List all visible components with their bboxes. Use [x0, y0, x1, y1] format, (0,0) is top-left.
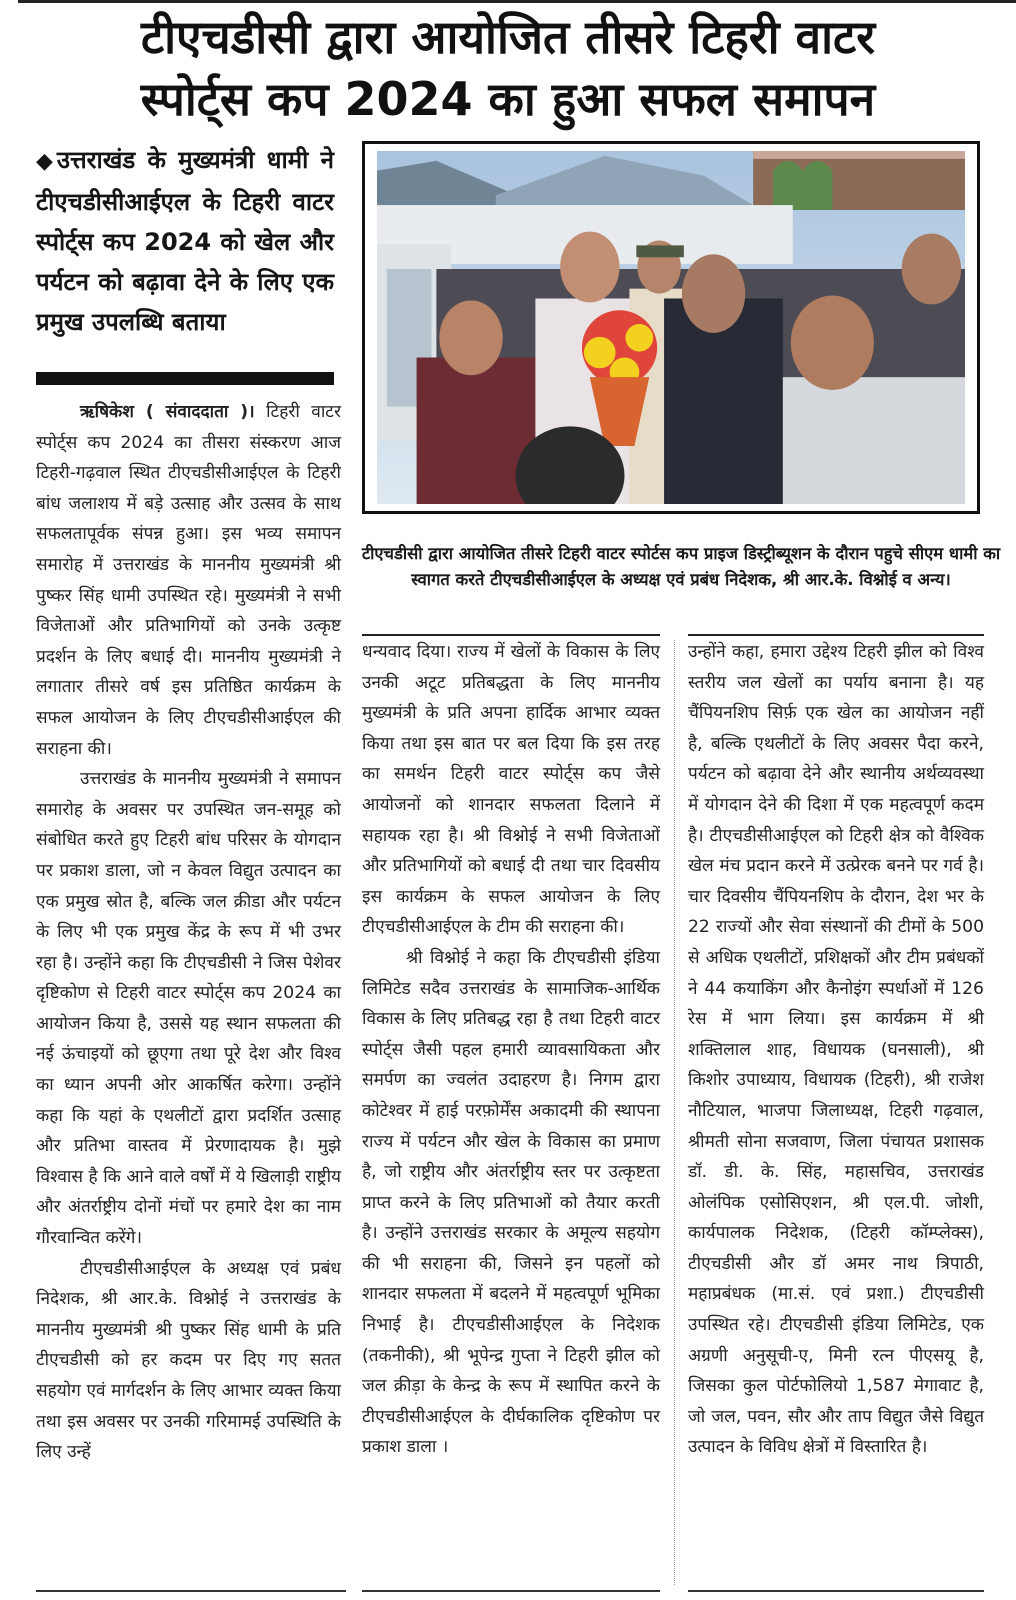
column-divider: [674, 640, 675, 1585]
paragraph: उन्होंने कहा, हमारा उद्देश्य टिहरी झील को विश्व स्तरीय जल खेलों का पर्याय बनाना है। यह चैंपियनशिप सिर्फ़ एक खेल का आयोजन नहीं है, बल्कि एथलीटों के लिए अवसर पैदा करने, पर्यटन को बढ़ावा देने और स्थानीय अर्थव्यवस्था में योगदान देने की दिशा में एक महत्वपूर्ण कदम है। टीएचडीसीआईएल को टिहरी क्षेत्र को वैश्विक खेल मंच प्रदान करने में उत्प्रेरक बनने पर गर्व है। चार दिवसीय चैंपियनशिप के दौरान, देश भर के 22 राज्यों और सेवा संस्थानों की टीमों के 500 से अधिक एथलीटों, प्रशिक्षकों और टीम प्रबंधकों ने 44 कयाकिंग और कैनोइंग स्पर्धाओं में 126 रेस में भाग लिया। इस कार्यक्रम में श्री शक्तिलाल शाह, विधायक (घनसाली), श्री किशोर उपाध्याय, विधायक (टिहरी), श्री राजेश नौटियाल, भाजपा जिलाध्यक्ष, टिहरी गढ़वाल, श्रीमती सोना सजवाण, जिला पंचायत प्रशासक डॉ. डी. के. सिंह, महासचिव, उत्तराखंड ओलंपिक एसोसिएशन, श्री एल.पी. जोशी, कार्यपालक निदेशक, (टिहरी कॉम्प्लेक्स), टीएचडीसी और डॉ अमर नाथ त्रिपाठी, महाप्रबंधक (मा.सं. एवं प्रशा.) टीएचडीसी उपस्थित रहे। टीएचडीसी इंडिया लिमिटेड, एक अग्रणी अनुसूची-ए, मिनी रत्न पीएसयू है, जिसका कुल पोर्टफोलियो 1,587 मेगावाट है, जो जल, पवन, सौर और ताप विद्युत जैसे विद्युत उत्पादन के विविध क्षेत्रों में विस्तारित है।: [688, 642, 984, 1458]
person-checked-blazer: [783, 377, 965, 504]
paragraph: [36, 397, 341, 764]
column-top-rule: [688, 634, 984, 636]
column-top-rule: [362, 634, 660, 636]
photo-frame: [362, 141, 980, 514]
bottom-rule: [36, 1590, 346, 1592]
news-photo-illustration: [377, 151, 965, 504]
face: [439, 300, 502, 375]
face: [902, 234, 961, 305]
diamond-bullet-icon: ◆: [36, 149, 57, 174]
article-column-1: [36, 397, 341, 1468]
face: [791, 296, 874, 390]
face: [682, 254, 745, 333]
top-rule: [18, 0, 1016, 3]
subhead: [36, 140, 334, 342]
bottom-rule: [362, 1590, 660, 1592]
face: [560, 232, 619, 303]
headline: [0, 6, 1016, 130]
headline-line-1: टीएचडीसी द्वारा आयोजित तीसरे टिहरी वाटर: [140, 10, 876, 64]
news-photo: [377, 151, 965, 504]
article-column-3: [688, 637, 984, 1463]
cap: [636, 245, 684, 257]
paragraph: उत्तराखंड के माननीय मुख्यमंत्री ने समापन समारोह के अवसर पर उपस्थित जन-समूह को संबोधित करते हुए टिहरी बांध परिसर के योगदान पर प्रकाश डाला, जो न केवल विद्युत उत्पादन का एक प्रमुख स्रोत है, बल्कि जल क्रीडा और पर्यटन के लिए भी एक प्रमुख केंद्र के रूप में भी उभर रहा है। उन्होंने कहा कि टीएचडीसी ने जिस पेशेवर दृष्टिकोण से टिहरी वाटर स्पोर्ट्स कप 2024 का आयोजन किया है, उससे यह स्थान सफलता की नई ऊंचाइयों को छूएगा तथा पूरे देश और विश्व का ध्यान अपनी ओर आकर्षित करेगा। उन्होंने कहा कि यहां के एथलीटों द्वारा प्रदर्शित उत्साह और प्रतिभा वास्तव में प्रेरणादायक है। मुझे विश्वास है कि आने वाले वर्षों में ये खिलाड़ी राष्ट्रीय और अंतर्राष्ट्रीय दोनों मंचों पर हमारे देश का नाम गौरवान्वित करेंगे।: [36, 769, 341, 1249]
bottom-rule: [688, 1590, 984, 1592]
paragraph: टीएचडीसीआईएल के अध्यक्ष एवं प्रबंध निदेशक, श्री आर.के. विश्नोई ने उत्तराखंड के माननीय मुख्यमंत्री श्री पुष्कर सिंह धामी के प्रति टीएचडीसी को हर कदम पर दिए गए सतत सहयोग एवं मार्गदर्शन के लिए आभार व्यक्त किया तथा इस अवसर पर उनकी गरिमामई उपस्थिति के लिए उन्हें: [36, 1258, 341, 1463]
subhead-text: उत्तराखंड के मुख्यमंत्री धामी ने टीएचडीसीआईएल के टिहरी वाटर स्पोर्ट्स कप 2024 को खेल और पर्यटन को बढ़ावा देने के लिए एक प्रमुख उपलब्धि बताया: [36, 146, 334, 336]
article-column-2: [362, 637, 660, 1463]
photo-caption: टीएचडीसी द्वारा आयोजित तीसरे टिहरी वाटर स्पोर्टस कप प्राइज डिस्ट्रीब्यूशन के दौरान पहुचे सीएम धामी का स्वागत करते टीएचडीसीआईएल के अध्यक्ष एवं प्रबंध निदेशक, श्री आर.के. विश्नोई व अन्य।: [361, 544, 1001, 589]
subhead-rule: [36, 372, 334, 385]
dateline: ऋषिकेश ( संवाददाता )।: [80, 402, 255, 422]
paragraph-text: टिहरी वाटर स्पोर्ट्स कप 2024 का तीसरा संस्करण आज टिहरी-गढ़वाल स्थित टीएचडीसीआईएल के टिहरी बांध जलाशय में बड़े उत्साह और उत्सव के साथ सफलतापूर्वक संपन्न हुआ। इस भव्य समापन समारोह में उत्तराखंड के माननीय मुख्यमंत्री श्री पुष्कर सिंह धामी उपस्थित रहे। मुख्यमंत्री ने सभी विजेताओं और प्रतिभागियों को उनके उत्कृष्ट प्रदर्शन के लिए बधाई दी। माननीय मुख्यमंत्री ने लगातार तीसरे वर्ष इस प्रतिष्ठित कार्यक्रम के सफल आयोजन के लिए टीएचडीसीआईएल की सराहना की।: [36, 402, 341, 759]
headline-line-2: स्पोर्ट्स कप 2024 का हुआ सफल समापन: [140, 72, 876, 126]
paragraph: श्री विश्नोई ने कहा कि टीएचडीसी इंडिया लिमिटेड सदैव उत्तराखंड के सामाजिक-आर्थिक विकास के लिए प्रतिबद्ध रहा है तथा टिहरी वाटर स्पोर्ट्स जैसी पहल हमारी व्यावसायिकता और समर्पण का ज्वलंत उदाहरण है। निगम द्वारा कोटेश्वर में हाई परफ़ोर्मेंस अकादमी की स्थापना राज्य में पर्यटन और खेल के विकास का प्रमाण है, जो राष्ट्रीय और अंतर्राष्ट्रीय स्तर पर उत्कृष्टता प्राप्त करने के लिए प्रतिभाओं को तैयार करती है। उन्होंने उत्तराखंड सरकार के अमूल्य सहयोग की भी सराहना की, जिसने इन पहलों को शानदार सफलता में बदलने में महत्वपूर्ण भूमिका निभाई है। टीएचडीसीआईएल के निदेशक (तकनीकी), श्री भूपेन्द्र गुप्ता ने टिहरी झील को जल क्रीड़ा के केन्द्र के रूप में स्थापित करने के टीएचडीसीआईएल के दीर्घकालिक दृष्टिकोण पर प्रकाश डाला ।: [362, 947, 660, 1458]
paragraph: धन्यवाद दिया। राज्य में खेलों के विकास के लिए उनकी अटूट प्रतिबद्धता के लिए माननीय मुख्यमंत्री के प्रति अपना हार्दिक आभार व्यक्त किया तथा इस बात पर बल दिया कि इस तरह का समर्थन टिहरी वाटर स्पोर्ट्स कप जैसे आयोजनों को शानदार सफलता दिलाने में सहायक रहा है। श्री विश्नोई ने सभी विजेताओं और प्रतिभागियों को बधाई दी तथा चार दिवसीय इस कार्यक्रम के सफल आयोजन के लिए टीएचडीसीआईएल के टीम की सराहना की।: [362, 642, 660, 938]
